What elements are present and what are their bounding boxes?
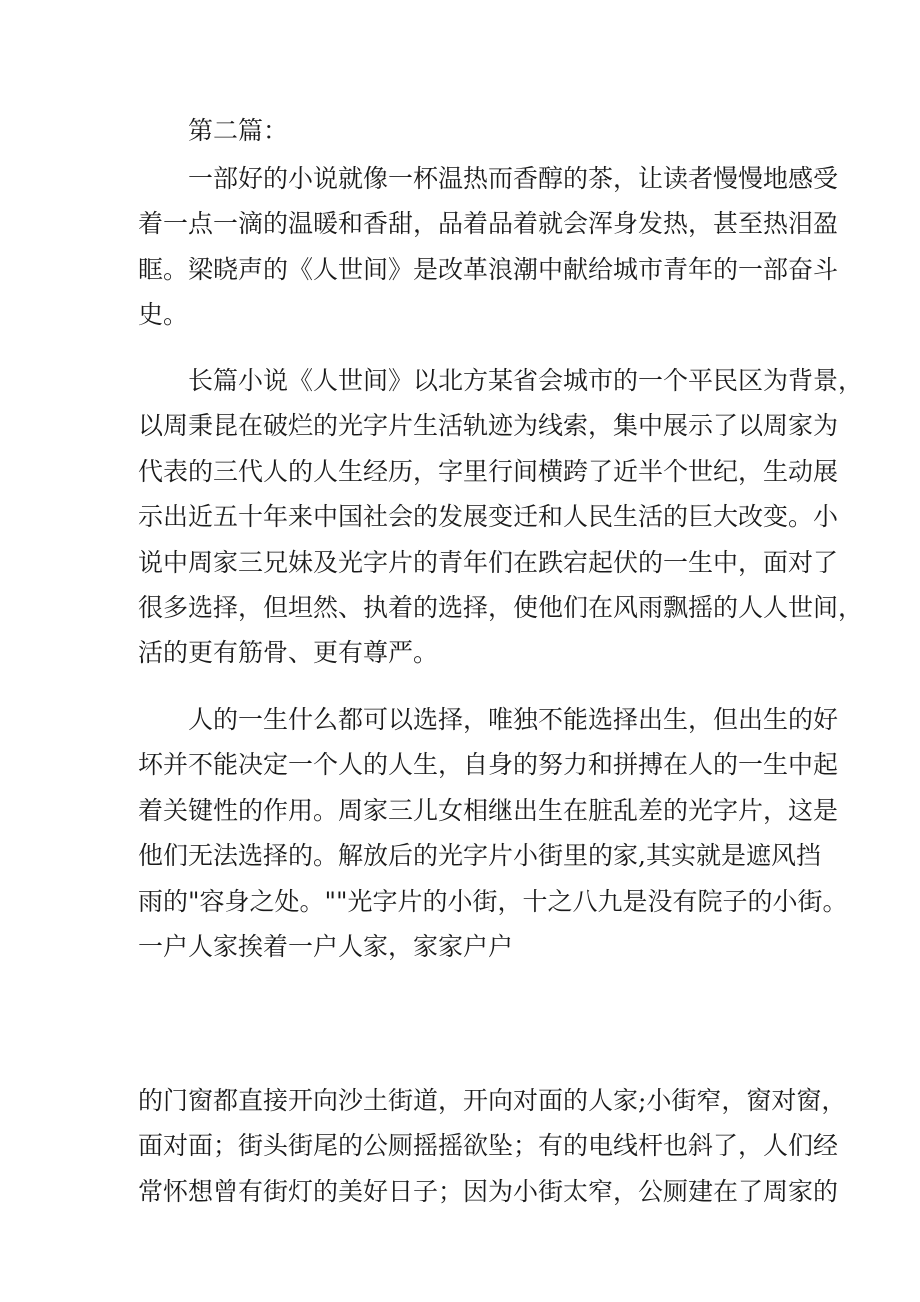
- text-line: 面对面；街头街尾的公厕摇摇欲坠；有的电线杆也斜了，人们经: [138, 1131, 839, 1161]
- text-line: 常怀想曾有街灯的美好日子；因为小街太窄，公厕建在了周家的: [138, 1176, 839, 1206]
- paragraph-2: [138, 358, 864, 676]
- text-line: 坏并不能决定一个人的人生，自身的努力和拼搏在人的一生中起: [138, 750, 839, 780]
- text-line: 着一点一滴的温暖和香甜，品着品着就会浑身发热，甚至热泪盈: [138, 209, 839, 239]
- text-line: 一户人家挨着一户人家，家家户户: [138, 932, 514, 962]
- section-heading: 第二篇：: [188, 116, 289, 145]
- text-line: 示出近五十年来中国社会的发展变迁和人民生活的巨大改变。小: [138, 502, 839, 532]
- text-line: 的门窗都直接开向沙土街道，开向对面的人家;小街窄，窗对窗，: [138, 1086, 847, 1115]
- paragraph-3: [138, 697, 848, 969]
- text-line: 雨的"容身之处。""光字片的小街，十之八九是没有院子的小街。: [138, 886, 848, 916]
- text-line: 代表的三代人的人生经历，字里行间横跨了近半个世纪，生动展: [138, 456, 839, 486]
- text-line: 眶。梁晓声的《人世间》是改革浪潮中献给城市青年的一部奋斗: [138, 254, 839, 284]
- text-line: 以周秉昆在破烂的光字片生活轨迹为线索，集中展示了以周家为: [138, 411, 839, 441]
- paragraph-4: [138, 1078, 847, 1214]
- text-line: 他们无法选择的。解放后的光字片小街里的家,其实就是遮风挡: [138, 841, 821, 871]
- paragraph-1: [138, 156, 839, 338]
- text-line: 史。: [138, 300, 189, 330]
- text-line: 长篇小说《人世间》以北方某省会城市的一个平民区为背景，: [188, 366, 864, 395]
- text-line: 很多选择，但坦然、执着的选择，使他们在风雨飘摇的人人世间，: [138, 593, 864, 623]
- text-line: 说中周家三兄妹及光字片的青年们在跌宕起伏的一生中，面对了: [138, 547, 839, 577]
- text-line: 一部好的小说就像一杯温热而香醇的茶，让读者慢慢地感受: [188, 164, 839, 193]
- text-line: 着关键性的作用。周家三儿女相继出生在脏乱差的光字片，这是: [138, 795, 839, 825]
- text-line: 人的一生什么都可以选择，唯独不能选择出生，但出生的好: [188, 705, 839, 734]
- text-line: 活的更有筋骨、更有尊严。: [138, 638, 439, 668]
